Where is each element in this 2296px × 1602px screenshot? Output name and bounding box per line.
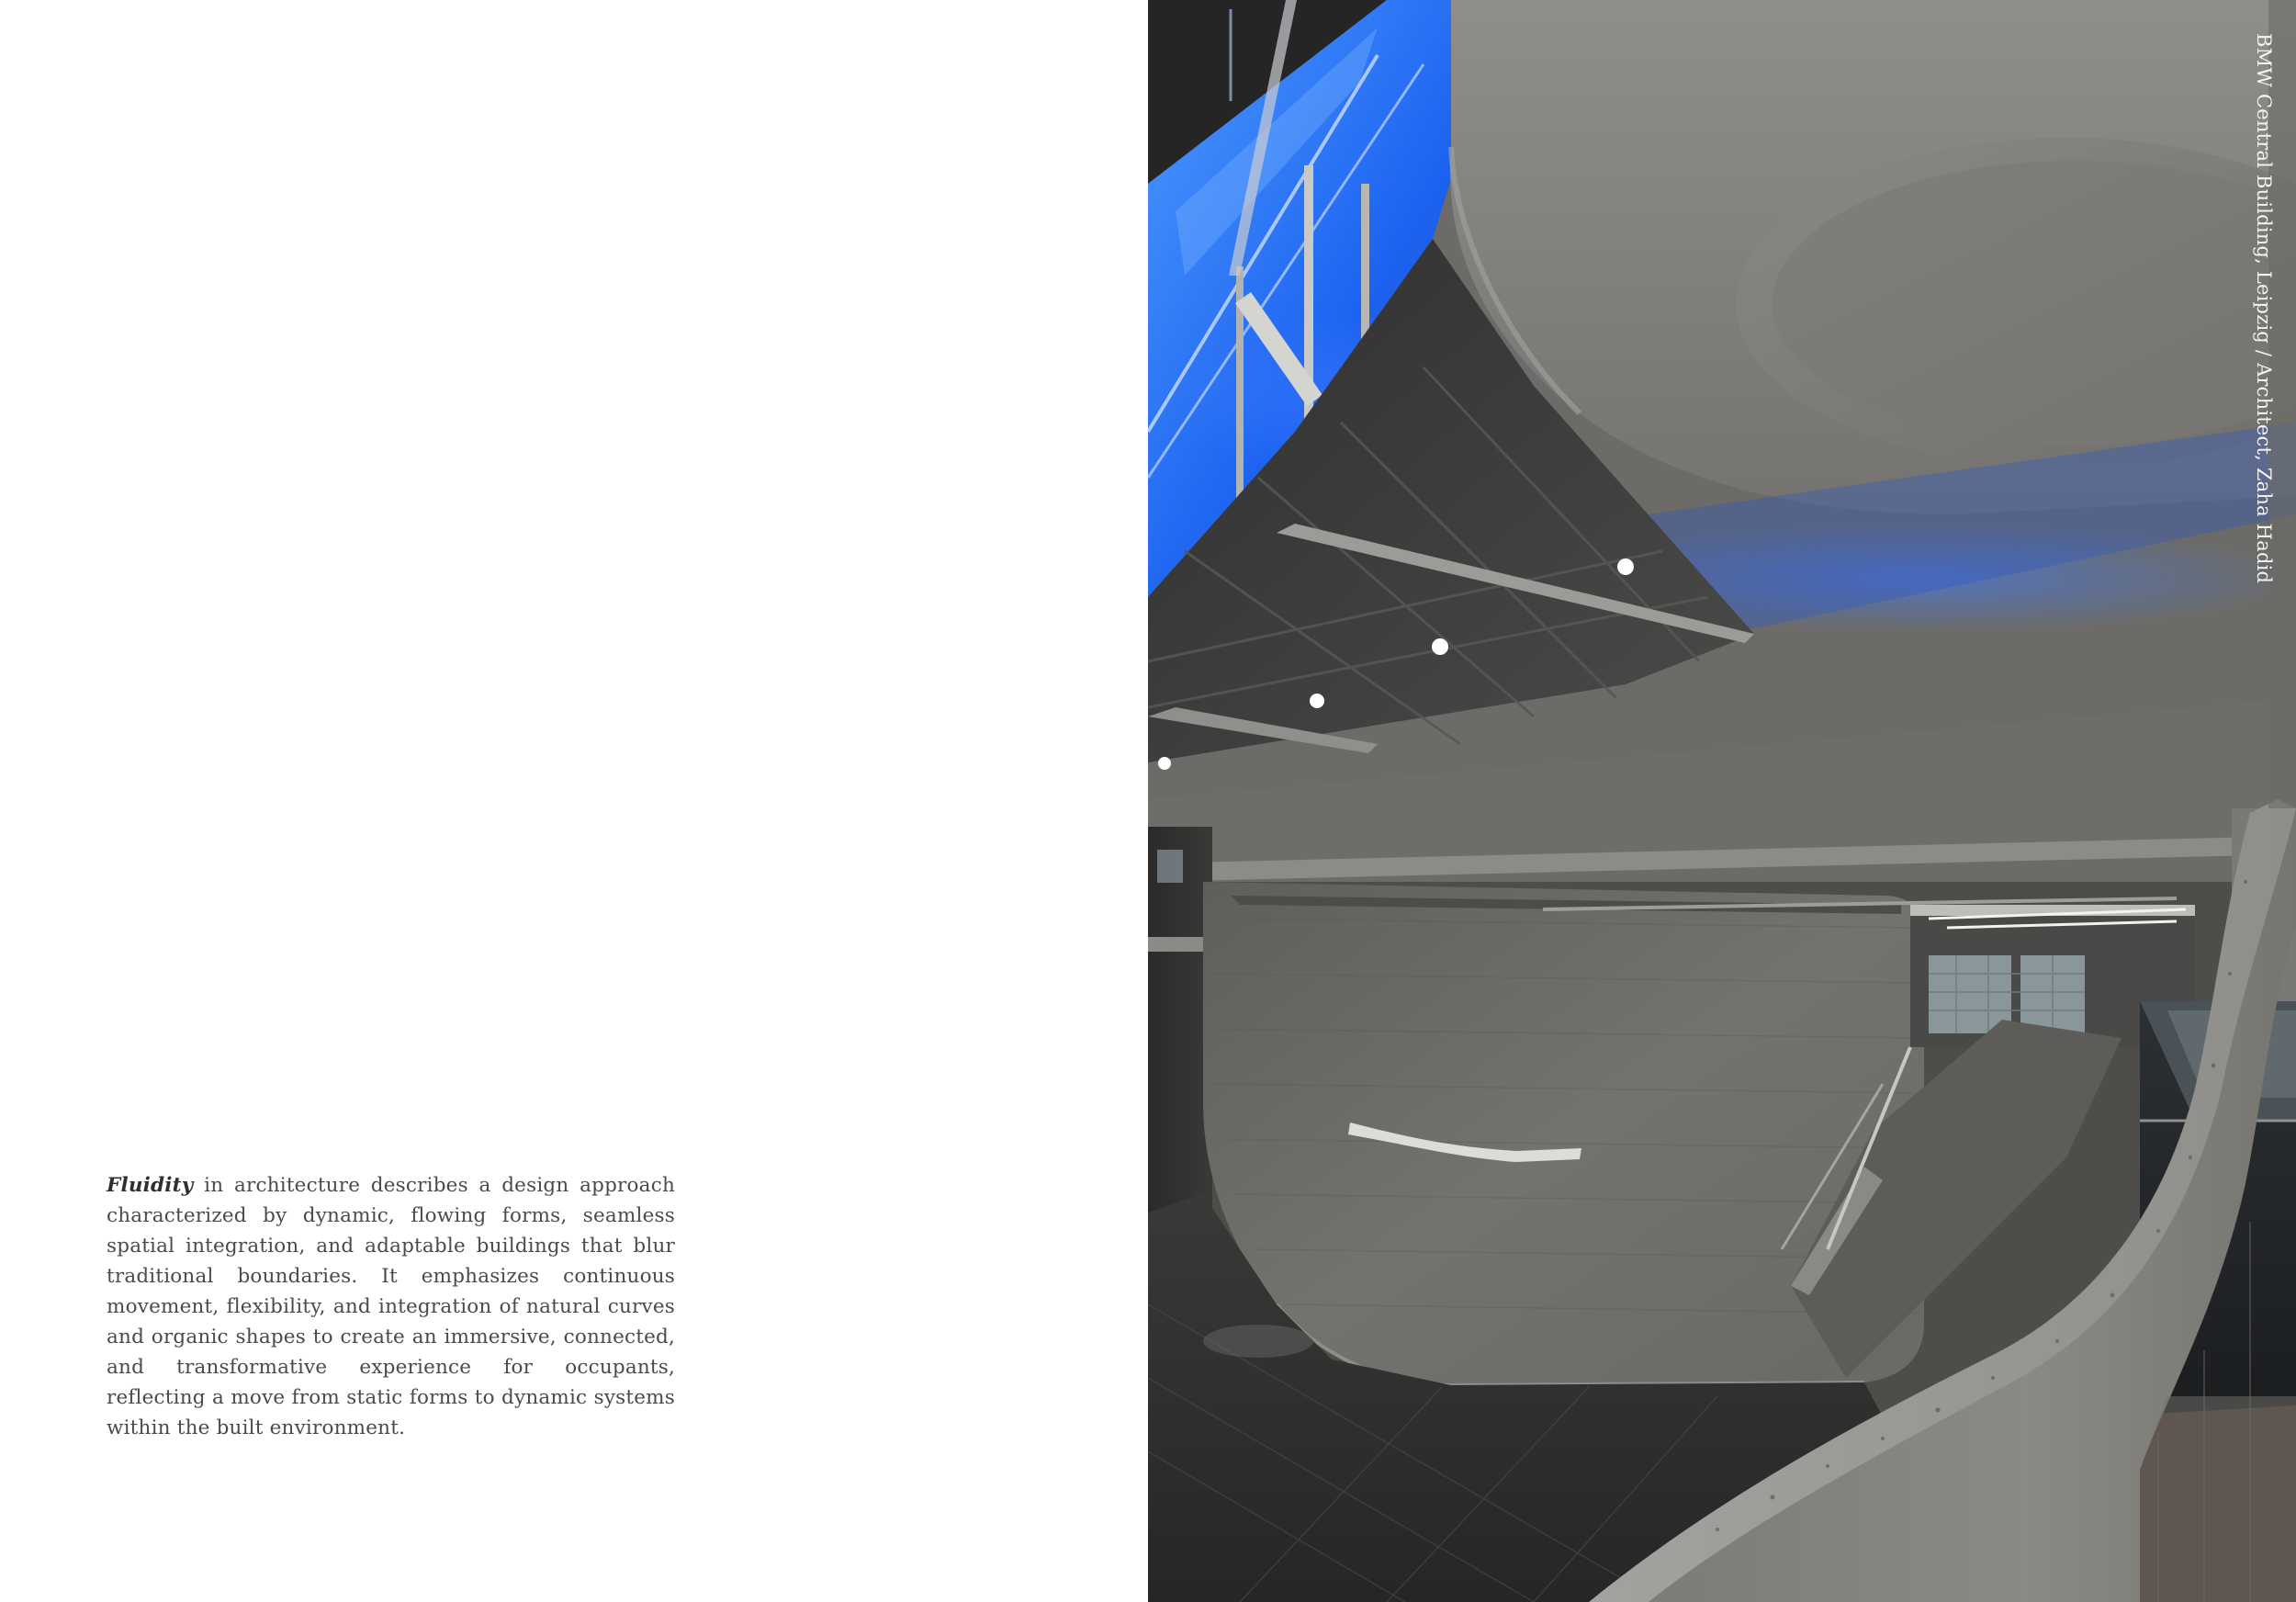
fluidity-paragraph [107, 1170, 675, 1443]
architecture-photo [1148, 0, 2296, 1602]
photo-caption-box [2245, 33, 2282, 649]
photo-caption: BMW Central Building, Leipzig / Architect, Zaha Hadid [2253, 33, 2275, 584]
right-page [1148, 0, 2296, 1602]
fluidity-term: Fluidity [107, 1174, 194, 1197]
fluidity-definition: in architecture describes a design approach characterized by dynamic, flowing forms, seamless spatial integration, and adaptable buildings that blur traditional boundaries. It emphasizes continuous movement, flexibility, and integration of natural curves and organic shapes to create an immersive, connected, and transformative experience for occupants, reflecting a move from static forms to dynamic systems within the built environment. [107, 1174, 675, 1439]
